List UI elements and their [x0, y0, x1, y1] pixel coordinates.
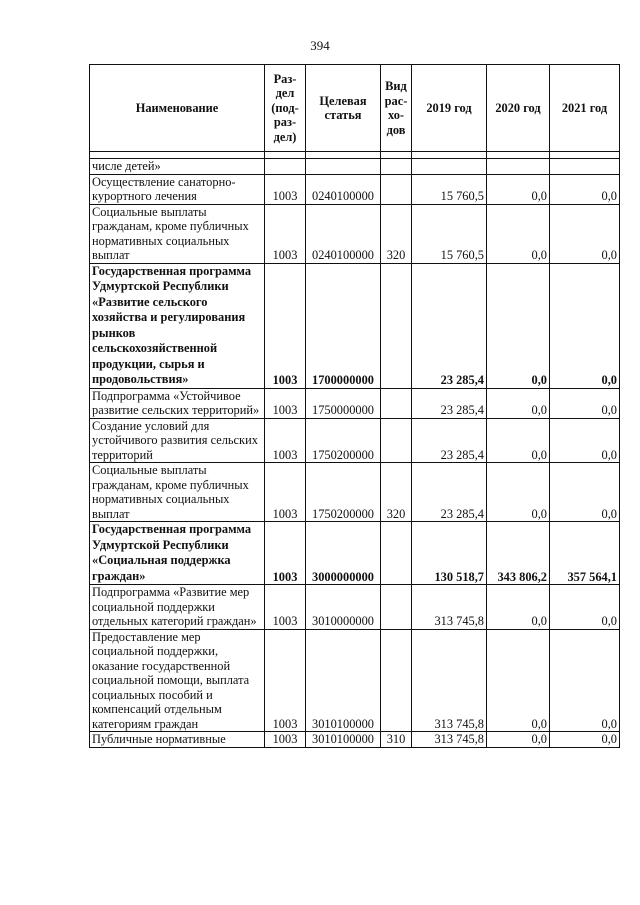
- header-expense-type: Вид рас- хо- дов: [381, 65, 412, 152]
- row-type: [381, 522, 412, 585]
- spacer-row: [90, 152, 620, 159]
- header-section: Раз- дел (под- раз- дел): [265, 65, 306, 152]
- row-2019: 313 745,8: [412, 585, 487, 630]
- row-2019: 23 285,4: [412, 463, 487, 522]
- row-2020: 0,0: [487, 732, 550, 748]
- row-2019: 15 760,5: [412, 174, 487, 204]
- row-section: 1003: [265, 204, 306, 263]
- row-name: Государственная программа Удмуртской Республики «Социальная поддержка граждан»: [90, 522, 265, 585]
- row-target: 1750000000: [306, 388, 381, 418]
- row-name: Социальные выплаты гражданам, кроме публичных нормативных социальных выплат: [90, 463, 265, 522]
- header-2020: 2020 год: [487, 65, 550, 152]
- row-name: Социальные выплаты гражданам, кроме публичных нормативных социальных выплат: [90, 204, 265, 263]
- row-section: 1003: [265, 263, 306, 388]
- row-section: 1003: [265, 585, 306, 630]
- table-row: [90, 463, 620, 522]
- table-row: [90, 585, 620, 630]
- header-2019: 2019 год: [412, 65, 487, 152]
- row-section: 1003: [265, 388, 306, 418]
- row-target: 3010100000: [306, 629, 381, 732]
- row-2020: 0,0: [487, 174, 550, 204]
- row-type: [381, 388, 412, 418]
- row-target: 3010000000: [306, 585, 381, 630]
- row-2019: 15 760,5: [412, 204, 487, 263]
- row-2019: 23 285,4: [412, 263, 487, 388]
- table-row: [90, 418, 620, 463]
- row-target: 1700000000: [306, 263, 381, 388]
- header-target: Целевая статья: [306, 65, 381, 152]
- table-row: [90, 174, 620, 204]
- row-2019: [412, 159, 487, 175]
- row-2021: 0,0: [550, 585, 620, 630]
- row-type: [381, 174, 412, 204]
- row-target: 0240100000: [306, 204, 381, 263]
- table-row: [90, 159, 620, 175]
- row-2020: 343 806,2: [487, 522, 550, 585]
- row-2019: 23 285,4: [412, 418, 487, 463]
- row-type: [381, 263, 412, 388]
- row-2021: 357 564,1: [550, 522, 620, 585]
- row-section: 1003: [265, 418, 306, 463]
- header-row: [90, 65, 620, 152]
- row-target: 0240100000: [306, 174, 381, 204]
- row-2021: 0,0: [550, 418, 620, 463]
- row-2020: 0,0: [487, 388, 550, 418]
- header-2021: 2021 год: [550, 65, 620, 152]
- row-type: [381, 418, 412, 463]
- row-type: 320: [381, 204, 412, 263]
- row-2020: [487, 159, 550, 175]
- row-name: Подпрограмма «Устойчивое развитие сельских территорий»: [90, 388, 265, 418]
- header-name: Наименование: [90, 65, 265, 152]
- row-section: 1003: [265, 174, 306, 204]
- row-name: числе детей»: [90, 159, 265, 175]
- row-name: Предоставление мер социальной поддержки, оказание государственной социальной помощи, выплата социальных пособий и компенсаций отдельным категориям граждан: [90, 629, 265, 732]
- row-name: Осуществление санаторно-курортного лечения: [90, 174, 265, 204]
- table-row: [90, 629, 620, 732]
- row-2021: 0,0: [550, 388, 620, 418]
- row-type: 310: [381, 732, 412, 748]
- row-target: [306, 159, 381, 175]
- table-row-program: [90, 522, 620, 585]
- table-row-program: [90, 263, 620, 388]
- row-2019: 23 285,4: [412, 388, 487, 418]
- row-2020: 0,0: [487, 418, 550, 463]
- table-row: [90, 204, 620, 263]
- row-target: 3000000000: [306, 522, 381, 585]
- budget-table: [89, 64, 620, 748]
- row-section: 1003: [265, 522, 306, 585]
- row-section: [265, 159, 306, 175]
- row-name: Государственная программа Удмуртской Республики «Развитие сельского хозяйства и регулирования рынков сельскохозяйственной продукции, сырья и продовольствия»: [90, 263, 265, 388]
- row-2021: [550, 159, 620, 175]
- row-section: 1003: [265, 732, 306, 748]
- row-type: [381, 159, 412, 175]
- row-2019: 313 745,8: [412, 732, 487, 748]
- row-2020: 0,0: [487, 629, 550, 732]
- row-name: Создание условий для устойчивого развития сельских территорий: [90, 418, 265, 463]
- row-2021: 0,0: [550, 732, 620, 748]
- row-2019: 130 518,7: [412, 522, 487, 585]
- table-row: [90, 732, 620, 748]
- row-2020: 0,0: [487, 585, 550, 630]
- row-target: 1750200000: [306, 418, 381, 463]
- row-2019: 313 745,8: [412, 629, 487, 732]
- row-2021: 0,0: [550, 174, 620, 204]
- row-name: Публичные нормативные: [90, 732, 265, 748]
- table-row: [90, 388, 620, 418]
- row-name: Подпрограмма «Развитие мер социальной поддержки отдельных категорий граждан»: [90, 585, 265, 630]
- row-section: 1003: [265, 629, 306, 732]
- row-type: 320: [381, 463, 412, 522]
- row-type: [381, 585, 412, 630]
- row-type: [381, 629, 412, 732]
- row-target: 1750200000: [306, 463, 381, 522]
- row-2020: 0,0: [487, 204, 550, 263]
- row-target: 3010100000: [306, 732, 381, 748]
- row-2021: 0,0: [550, 463, 620, 522]
- row-section: 1003: [265, 463, 306, 522]
- row-2021: 0,0: [550, 204, 620, 263]
- page-number: 394: [310, 38, 330, 53]
- row-2020: 0,0: [487, 263, 550, 388]
- row-2020: 0,0: [487, 463, 550, 522]
- row-2021: 0,0: [550, 629, 620, 732]
- row-2021: 0,0: [550, 263, 620, 388]
